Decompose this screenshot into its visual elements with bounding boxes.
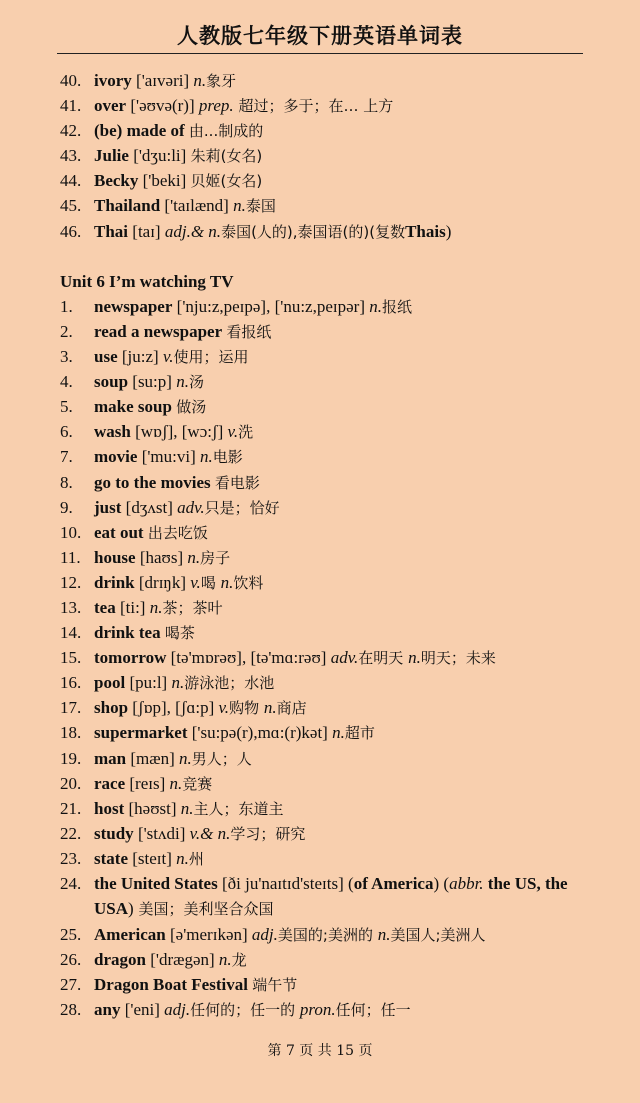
vocab-entry	[60, 193, 590, 218]
entry-word: just	[94, 497, 122, 517]
vocab-entry	[60, 294, 590, 319]
entry-meaning: 美国的;美洲的	[277, 926, 378, 945]
entry-pos-2: n.	[220, 572, 234, 592]
entry-meaning: 泰国	[245, 197, 276, 216]
vocabulary-list	[60, 68, 590, 1023]
entry-word: soup	[94, 372, 129, 392]
entry-meaning: 做汤	[176, 398, 207, 417]
entry-phonetic: ['aɪvəri]	[131, 71, 194, 90]
entry-phonetic: ['taɪlænd]	[160, 196, 234, 216]
entry-pos-2: n.	[263, 698, 277, 718]
entry-pos: v.	[218, 698, 230, 718]
entry-number: 23.	[60, 848, 82, 868]
entry-phonetic: [wɒʃ], [wɔ:ʃ]	[130, 422, 228, 442]
entry-meaning-2: 商店	[276, 699, 307, 718]
entry-word: man	[94, 748, 127, 768]
entry-word: (be) made of	[94, 121, 185, 141]
entry-number: 21.	[60, 798, 82, 818]
entry-meaning: 喝	[200, 573, 221, 592]
entry-phonetic: [steɪt]	[127, 848, 177, 868]
entry-meaning: 购物	[229, 699, 264, 718]
entry-number: 3.	[60, 347, 73, 367]
vocab-entry	[60, 720, 590, 745]
entry-pos: n.	[218, 950, 232, 970]
entry-phonetic: ['eni]	[120, 1000, 165, 1020]
entry-word: Thai	[94, 221, 129, 241]
entry-phonetic: ['stʌdi]	[133, 823, 190, 843]
entry-word-part: Thais	[405, 221, 446, 241]
entry-meaning: 任何的；任一的	[190, 1001, 300, 1020]
vocab-entry	[60, 821, 590, 846]
entry-number: 24.	[60, 874, 82, 893]
vocab-entry	[60, 570, 590, 595]
entry-phonetic: ['drægən]	[145, 950, 219, 970]
entry-meaning: 龙	[231, 951, 247, 970]
entry-pos: adj.& n.	[164, 221, 222, 241]
vocab-entry	[60, 545, 590, 570]
entry-number: 17.	[60, 698, 82, 718]
entry-word: go to the movies	[94, 472, 211, 492]
entry-meaning: 出去吃饭	[147, 523, 208, 542]
entry-meaning-2: 明天；未来	[420, 649, 496, 668]
entry-word-part: of America	[353, 874, 434, 893]
entry-meaning: 美国；美利坚合众国	[133, 900, 274, 919]
entry-word-part: the US, the USA	[94, 874, 568, 919]
entry-word: supermarket	[94, 723, 188, 743]
vocab-entry	[60, 369, 590, 394]
entry-phonetic: [tə'mɒrəʊ], [tə'mɑ:rəʊ]	[166, 648, 331, 668]
entry-phonetic: ['su:pə(r),mɑ:(r)kət]	[187, 723, 333, 743]
entry-number: 20.	[60, 773, 82, 793]
entry-number: 26.	[60, 950, 82, 970]
entry-word: the United States	[94, 874, 218, 893]
entry-word: wash	[94, 422, 131, 442]
entry-word: newspaper	[94, 296, 173, 316]
page-title: 人教版七年级下册英语单词表	[177, 24, 463, 48]
entry-number: 8.	[60, 472, 73, 492]
entry-number: 45.	[60, 196, 82, 216]
entry-word: over	[94, 96, 127, 116]
entry-word: tomorrow	[94, 648, 167, 668]
vocab-entry	[60, 746, 590, 771]
entry-word: use	[94, 347, 118, 367]
vocab-entry	[60, 771, 590, 796]
entry-number: 9.	[60, 497, 73, 517]
entry-phonetic: [mæn]	[126, 748, 180, 768]
entry-meaning: 超过；多于；在… 上方	[233, 97, 394, 116]
entry-word: American	[94, 925, 166, 945]
vocab-entry	[60, 670, 590, 695]
section-gap	[60, 244, 590, 269]
entry-meaning: 看报纸	[226, 322, 272, 341]
entry-meaning: 朱莉(女名)	[190, 147, 263, 166]
entry-number: 5.	[60, 397, 73, 417]
entry-phonetic: [ði ju'naɪtɪd'steɪts]	[217, 874, 349, 893]
entry-meaning: 竞赛	[182, 774, 213, 793]
entry-pos: prep.	[198, 96, 234, 116]
entry-meaning: 泰国(人的),泰国语(的)(复数	[221, 222, 406, 241]
entry-pos: abbr.	[449, 874, 484, 893]
vocab-entry	[60, 520, 590, 545]
entry-phonetic: ['nju:z,peɪpə], ['nu:z,peɪpər]	[172, 296, 370, 316]
entry-word: tea	[94, 597, 116, 617]
vocab-entry	[60, 796, 590, 821]
entry-pos: v.	[162, 347, 174, 367]
vocab-entry	[60, 947, 590, 972]
entry-number: 12.	[60, 572, 82, 592]
page-footer: 第 7 页 共 15 页	[267, 1043, 373, 1059]
entry-word: Thailand	[94, 196, 161, 216]
vocab-entry	[60, 695, 590, 720]
entry-pos: n.	[176, 372, 189, 392]
entry-word: any	[94, 1000, 121, 1020]
vocab-entry	[60, 344, 590, 369]
entry-phonetic: [pu:l]	[125, 673, 172, 693]
entry-phonetic: ['əʊvə(r)]	[126, 96, 199, 116]
entry-word: dragon	[94, 950, 146, 970]
entry-phonetic: ['dʒu:li]	[128, 146, 191, 166]
entry-pos-2: n.	[377, 925, 391, 945]
entry-pos: n.	[200, 447, 213, 467]
paren: )	[128, 899, 134, 919]
entry-pos: n.	[332, 723, 345, 743]
entry-pos: adv.	[177, 497, 205, 517]
entry-pos: n.	[169, 773, 183, 793]
paren: (	[348, 874, 354, 893]
entry-pos: n.	[149, 597, 163, 617]
paren: )	[445, 221, 452, 241]
vocab-entry	[60, 118, 590, 143]
entry-number: 27.	[60, 975, 82, 995]
entry-pos: n.	[369, 296, 382, 316]
entry-meaning: 贝姬(女名)	[190, 172, 263, 191]
entry-phonetic: [həʊst]	[124, 798, 181, 818]
entry-word: Dragon Boat Festival	[94, 975, 248, 995]
vocab-entry	[60, 972, 590, 997]
entry-pos: n.	[233, 196, 246, 216]
vocab-entry	[60, 645, 590, 670]
paren: ) (	[433, 874, 450, 893]
entry-meaning: 看电影	[214, 473, 260, 492]
vocab-entry	[60, 68, 590, 93]
entry-word: pool	[94, 673, 126, 693]
entry-number: 1.	[60, 296, 73, 316]
entry-number: 42.	[60, 121, 82, 141]
entry-meaning: 电影	[212, 448, 243, 467]
entry-number: 25.	[60, 925, 82, 945]
entry-number: 13.	[60, 597, 82, 617]
entry-number: 41.	[60, 96, 82, 116]
vocab-entry	[60, 143, 590, 168]
entry-number: 7.	[60, 447, 73, 467]
entry-meaning: 超市	[344, 724, 375, 743]
entry-pos: adv.	[330, 648, 359, 668]
entry-phonetic: [taɪ]	[128, 221, 165, 241]
entry-meaning: 主人；东道主	[193, 799, 284, 818]
entry-number: 4.	[60, 372, 73, 392]
vocab-entry	[60, 168, 590, 193]
vocab-entry	[60, 419, 590, 444]
entry-word: drink	[94, 572, 135, 592]
entry-phonetic: [ju:z]	[117, 347, 163, 367]
entry-number: 18.	[60, 723, 82, 743]
entry-pos: n.	[193, 71, 207, 90]
entry-meaning-2: 任何；任一	[335, 1001, 411, 1020]
entry-word: Becky	[94, 171, 139, 191]
entry-phonetic: [ə'merɪkən]	[165, 925, 252, 945]
entry-word: eat out	[94, 522, 144, 542]
entry-meaning: 茶；茶叶	[162, 598, 223, 617]
entry-pos: v.	[227, 422, 239, 442]
vocab-entry	[60, 93, 590, 118]
entry-word: drink tea	[94, 623, 161, 643]
vocab-entry	[60, 620, 590, 645]
entry-meaning: 象牙	[206, 72, 237, 90]
entry-word: study	[94, 823, 134, 843]
vocab-entry	[60, 444, 590, 469]
entry-pos: n.	[180, 798, 194, 818]
vocab-entry	[60, 219, 590, 244]
entry-pos: v.& n.	[189, 823, 231, 843]
entry-phonetic: [reɪs]	[125, 773, 170, 793]
entry-word: read a newspaper	[94, 321, 223, 341]
entry-phonetic: [su:p]	[128, 372, 177, 392]
entry-phonetic: [drɪŋk]	[134, 572, 191, 592]
vocab-entry	[60, 470, 590, 495]
entry-meaning: 游泳池；水池	[184, 674, 275, 693]
entry-word: state	[94, 848, 128, 868]
entry-meaning: 报纸	[381, 297, 412, 316]
entry-number: 2.	[60, 321, 73, 341]
entry-number: 40.	[60, 71, 82, 90]
vocab-entry	[60, 871, 590, 922]
entry-pos: v.	[190, 572, 201, 592]
entry-meaning: 男人；人	[191, 749, 252, 768]
vocab-entry	[60, 922, 590, 947]
entry-meaning: 洗	[238, 423, 254, 442]
entry-pos-2: n.	[408, 648, 421, 668]
entry-number: 46.	[60, 221, 82, 241]
entry-meaning: 端午节	[252, 976, 298, 995]
entry-number: 14.	[60, 623, 82, 643]
entry-pos-2: pron.	[299, 1000, 336, 1020]
entry-meaning: 学习；研究	[230, 824, 306, 843]
entry-word: host	[94, 798, 125, 818]
entry-pos: adj.	[164, 1000, 191, 1020]
entry-pos: adj.	[251, 925, 278, 945]
entry-number: 43.	[60, 146, 82, 166]
entry-word: make soup	[94, 397, 172, 417]
entry-number: 44.	[60, 171, 82, 191]
entry-meaning-2: 美国人;美洲人	[390, 926, 486, 945]
entry-pos: n.	[187, 547, 201, 567]
entry-meaning: 汤	[188, 373, 204, 392]
unit-heading: Unit 6 I’m watching TV	[60, 271, 234, 291]
entry-number: 10.	[60, 522, 82, 542]
vocab-entry	[60, 319, 590, 344]
entry-pos: n.	[179, 748, 192, 768]
title-divider	[57, 53, 583, 54]
entry-number: 22.	[60, 823, 82, 843]
entry-meaning-2: 饮料	[233, 573, 264, 592]
vocab-entry	[60, 495, 590, 520]
vocab-entry	[60, 394, 590, 419]
entry-word: Julie	[94, 146, 129, 166]
entry-phonetic: [ti:]	[115, 597, 150, 617]
entry-meaning: 州	[188, 849, 204, 868]
entry-phonetic: [dʒʌst]	[121, 497, 178, 517]
entry-phonetic: ['mu:vi]	[137, 447, 200, 467]
entry-number: 15.	[60, 648, 82, 668]
vocab-entry	[60, 595, 590, 620]
entry-number: 11.	[60, 547, 81, 567]
entry-meaning: 由...制成的	[188, 122, 264, 141]
vocab-entry	[60, 997, 590, 1022]
entry-word: house	[94, 547, 136, 567]
entry-word: ivory	[94, 71, 132, 90]
entry-meaning: 使用；运用	[173, 348, 249, 367]
entry-meaning: 在明天	[358, 649, 409, 668]
entry-number: 28.	[60, 1000, 82, 1020]
entry-number: 6.	[60, 422, 73, 442]
entry-pos: n.	[171, 673, 185, 693]
entry-word: race	[94, 773, 126, 793]
entry-number: 19.	[60, 748, 82, 768]
entry-pos: n.	[176, 848, 189, 868]
entry-phonetic: [haʊs]	[135, 547, 188, 567]
entry-meaning: 房子	[200, 548, 231, 567]
entry-word: movie	[94, 447, 138, 467]
entry-word: shop	[94, 698, 129, 718]
entry-meaning: 只是；恰好	[204, 498, 280, 517]
entry-phonetic: ['beki]	[138, 171, 191, 191]
entry-phonetic: [ʃɒp], [ʃɑ:p]	[128, 698, 219, 718]
vocab-entry	[60, 846, 590, 871]
entry-number: 16.	[60, 673, 82, 693]
entry-meaning: 喝茶	[164, 624, 195, 643]
